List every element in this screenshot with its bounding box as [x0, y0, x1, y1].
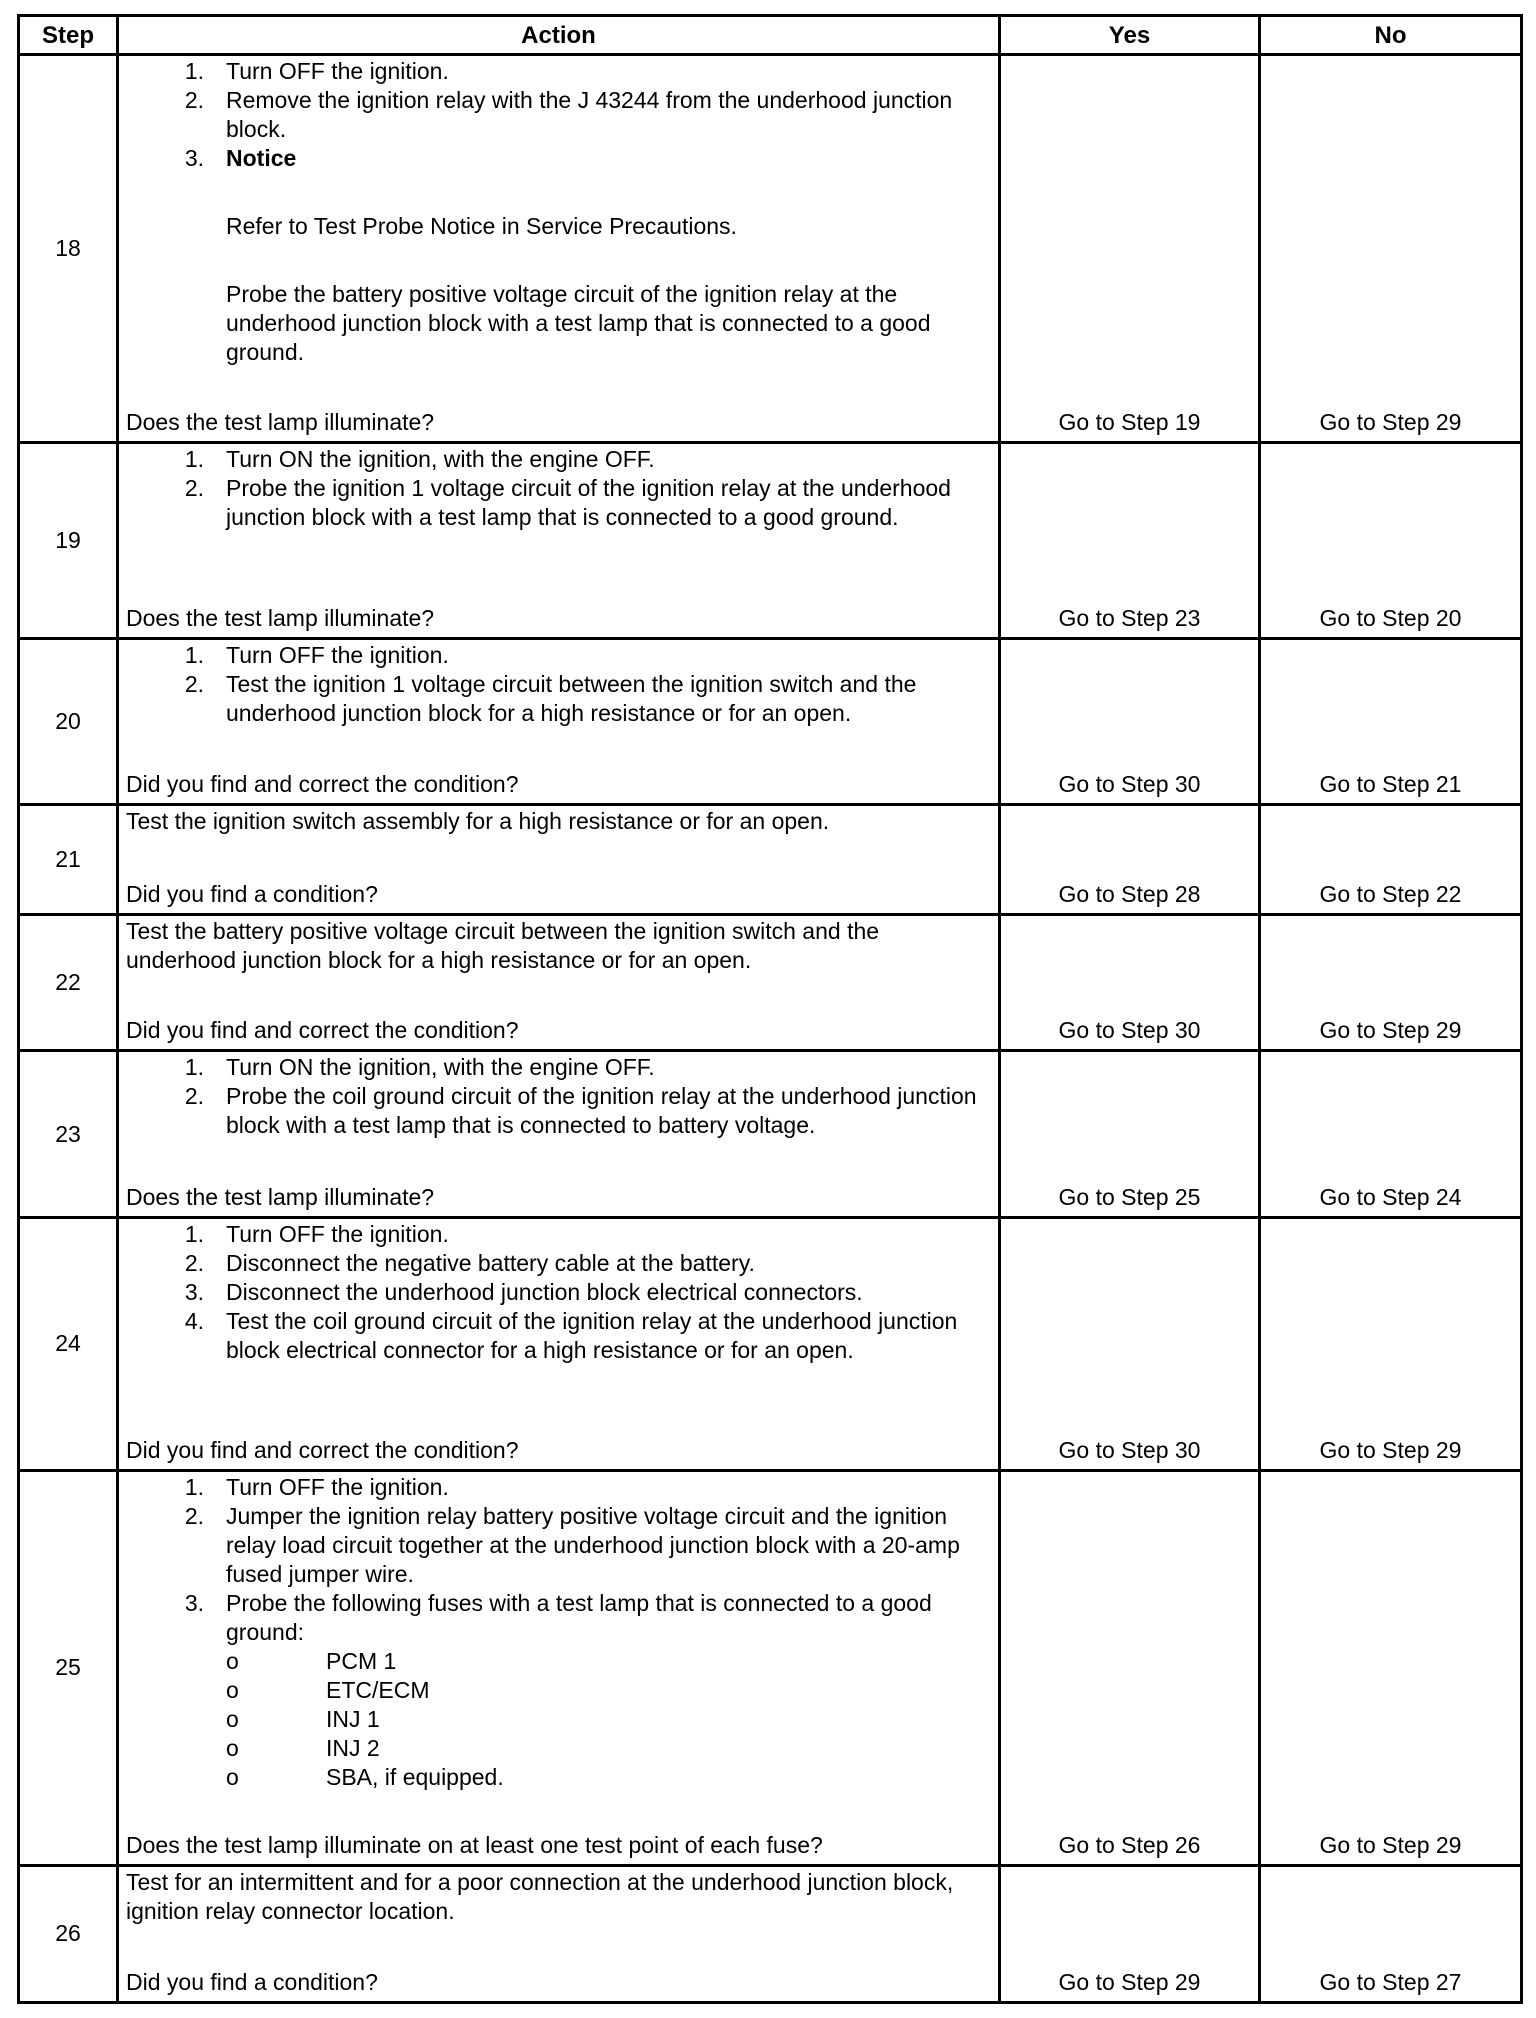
fuse-item: o INJ 1	[226, 1705, 380, 1732]
step-row-21	[19, 805, 1522, 915]
question-text: Did you find and correct the condition?	[126, 1017, 519, 1044]
no-go-to[interactable]: Go to Step 20	[1260, 443, 1522, 639]
step-number: 21	[19, 805, 118, 915]
step-number: 20	[19, 639, 118, 805]
notice-text: Refer to Test Probe Notice in Service Precautions.	[226, 213, 737, 239]
step-number: 25	[19, 1470, 118, 1865]
fuse-item: o INJ 2	[226, 1734, 380, 1761]
list-item: 4. Test the coil ground circuit of the ignition relay at the underhood junction block electrical connector for a high resistance or for an open.	[184, 1307, 958, 1363]
action-cell	[118, 639, 1000, 805]
list-item: 1. Turn ON the ignition, with the engine OFF.	[184, 446, 655, 473]
list-item: 2. Remove the ignition relay with the J 43244 from the underhood junction block.	[184, 87, 953, 142]
action-cell	[118, 1051, 1000, 1217]
no-go-to[interactable]: Go to Step 21	[1260, 639, 1522, 805]
step-number: 24	[19, 1217, 118, 1470]
header-no: No	[1260, 16, 1522, 55]
list-item: 3. Notice	[126, 144, 994, 173]
no-go-to[interactable]: Go to Step 29	[1260, 1217, 1522, 1470]
list-item: 1. Turn OFF the ignition.	[184, 1220, 449, 1247]
list-item: 3. Probe the following fuses with a test lamp that is connected to a good ground:	[184, 1589, 932, 1645]
question-text: Does the test lamp illuminate on at least one test point of each fuse?	[126, 1831, 823, 1858]
step-row-20	[19, 639, 1522, 805]
step-number: 19	[19, 443, 118, 639]
step-row-19	[19, 443, 1522, 639]
yes-go-to[interactable]: Go to Step 29	[1000, 1865, 1260, 2002]
step-row-26	[19, 1865, 1522, 2002]
header-row	[19, 16, 1522, 55]
header-yes: Yes	[1000, 16, 1260, 55]
step-number: 23	[19, 1051, 118, 1217]
action-cell	[118, 55, 1000, 443]
yes-go-to[interactable]: Go to Step 30	[1000, 915, 1260, 1051]
diagnostic-steps-table	[17, 14, 1523, 2004]
question-text: Did you find a condition?	[126, 1969, 378, 1995]
action-cell	[118, 915, 1000, 1051]
question-text: Does the test lamp illuminate?	[126, 605, 435, 632]
header-action: Action	[118, 16, 1000, 55]
list-item: 2. Probe the coil ground circuit of the ignition relay at the underhood junction block with a test lamp that is connected to battery voltage.	[184, 1083, 977, 1139]
step-row-24	[19, 1217, 1522, 1470]
question-text: Does the test lamp illuminate?	[126, 409, 435, 436]
no-go-to[interactable]: Go to Step 27	[1260, 1865, 1522, 2002]
list-item: 1. Turn OFF the ignition.	[184, 1473, 449, 1500]
action-text: Test the ignition switch assembly for a high resistance or for an open.	[126, 808, 830, 835]
question-text: Does the test lamp illuminate?	[126, 1183, 435, 1210]
step-row-22	[19, 915, 1522, 1051]
list-item: 2. Disconnect the negative battery cable at the battery.	[184, 1249, 755, 1276]
no-go-to[interactable]: Go to Step 29	[1260, 55, 1522, 443]
action-text: Test for an intermittent and for a poor connection at the underhood junction block, ignition relay connector location.	[126, 1868, 954, 1924]
no-go-to[interactable]: Go to Step 24	[1260, 1051, 1522, 1217]
list-item: 2. Probe the ignition 1 voltage circuit of the ignition relay at the underhood junction block with a test lamp that is connected to a good ground.	[184, 475, 951, 531]
no-go-to[interactable]: Go to Step 22	[1260, 805, 1522, 915]
step-row-23	[19, 1051, 1522, 1217]
question-text: Did you find and correct the condition?	[126, 1436, 519, 1463]
step-row-25	[19, 1470, 1522, 1865]
action-cell	[118, 1865, 1000, 2002]
header-step: Step	[19, 16, 118, 55]
action-cell	[118, 805, 1000, 915]
fuse-item: o SBA, if equipped.	[226, 1763, 504, 1790]
no-go-to[interactable]: Go to Step 29	[1260, 1470, 1522, 1865]
yes-go-to[interactable]: Go to Step 19	[1000, 55, 1260, 443]
list-item: 1. Turn ON the ignition, with the engine OFF.	[184, 1054, 655, 1081]
fuse-item: o PCM 1	[226, 1647, 397, 1674]
list-item: 3. Disconnect the underhood junction block electrical connectors.	[184, 1278, 863, 1305]
yes-go-to[interactable]: Go to Step 30	[1000, 639, 1260, 805]
notice-label: Notice	[226, 145, 297, 171]
question-text: Did you find and correct the condition?	[126, 771, 519, 798]
step-number: 18	[19, 55, 118, 443]
yes-go-to[interactable]: Go to Step 30	[1000, 1217, 1260, 1470]
yes-go-to[interactable]: Go to Step 28	[1000, 805, 1260, 915]
step-row-18	[19, 55, 1522, 443]
action-cell	[118, 1470, 1000, 1865]
question-text: Did you find a condition?	[126, 881, 378, 908]
yes-go-to[interactable]: Go to Step 23	[1000, 443, 1260, 639]
probe-text: Probe the battery positive voltage circuit of the ignition relay at the underhood junction block with a test lamp that is connected to a good ground.	[226, 281, 931, 365]
step-number: 22	[19, 915, 118, 1051]
yes-go-to[interactable]: Go to Step 26	[1000, 1470, 1260, 1865]
step-number: 26	[19, 1865, 118, 2002]
no-go-to[interactable]: Go to Step 29	[1260, 915, 1522, 1051]
list-item: 2. Test the ignition 1 voltage circuit between the ignition switch and the underhood junction block for a high resistance or for an open.	[184, 671, 917, 727]
list-item: 2. Jumper the ignition relay battery positive voltage circuit and the ignition relay load circuit together at the underhood junction block with a 20-amp fused jumper wire.	[184, 1502, 960, 1587]
fuse-item: o ETC/ECM	[226, 1676, 430, 1703]
list-item: 1. Turn OFF the ignition.	[184, 58, 449, 84]
action-cell	[118, 443, 1000, 639]
list-item: 1. Turn OFF the ignition.	[184, 642, 449, 669]
yes-go-to[interactable]: Go to Step 25	[1000, 1051, 1260, 1217]
action-text: Test the battery positive voltage circuit between the ignition switch and the underhood junction block for a high resistance or for an open.	[126, 918, 880, 974]
action-cell	[118, 1217, 1000, 1470]
